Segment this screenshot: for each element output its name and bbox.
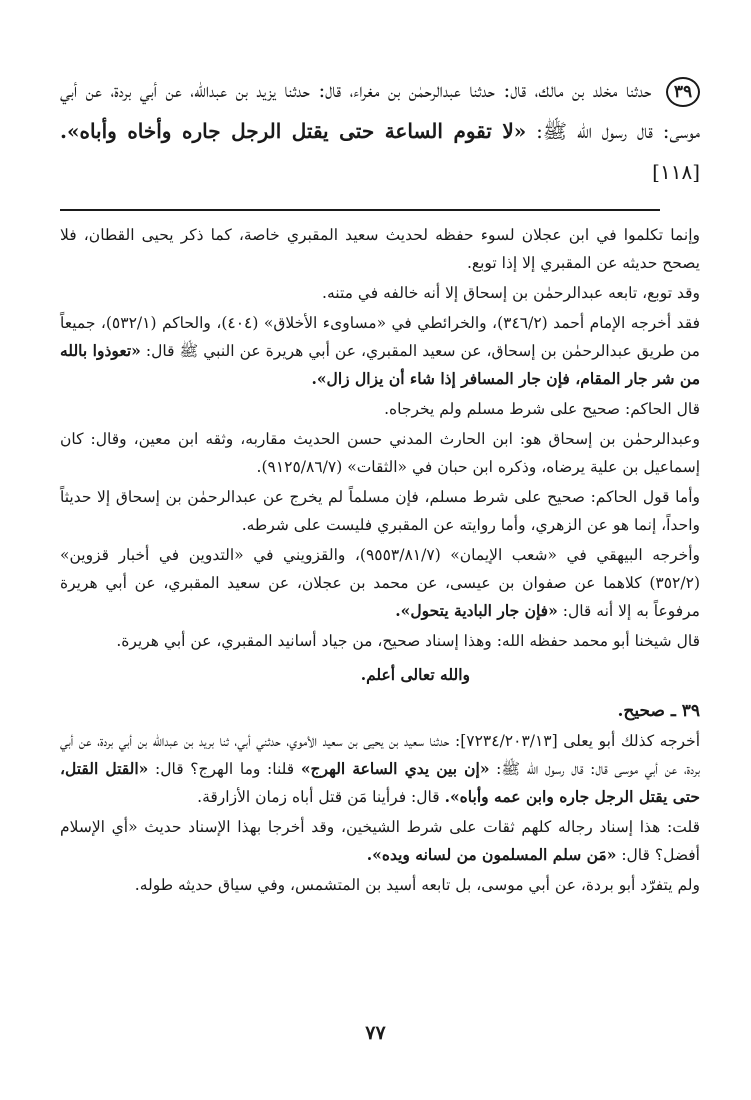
note-text: قال: فرأينا مَن قتل أباه زمان الأزارقة. <box>197 788 440 806</box>
note-quote: «القتل القتل، حتى يقتل الرجل جاره وابن عمه وأباه». <box>60 759 700 806</box>
note-paragraph <box>60 309 700 393</box>
hadith-chain-text: حدثنا مخلد بن مالك، قال: حدثنا عبدالرحمٰن بن مغراء، قال: حدثنا يزيد بن عبدالله، عن أبي بردة، عن أبي موسى: قال رسول الله ﷺ: <box>60 78 700 143</box>
note-paragraph: وعبدالرحمٰن بن إسحاق هو: ابن الحارث المدني حسن الحديث مقاربه، وثقه ابن معين، وقال: كان إسماعيل بن علية يرضاه، وذكره ابن حبان في «الثقات» (٩١٢٥/٨٦/٧). <box>60 430 700 476</box>
hadith-block <box>60 70 700 193</box>
note-quote: «مَن سلم المسلمون من لسانه ويده». <box>366 845 617 864</box>
note-text: فقد أخرجه الإمام أحمد (٣٤٦/٢)، والخرائطي في «مساوىء الأخلاق» (٤٠٤)، والحاكم (٥٣٢/١)، جميعاً من طريق عبدالرحمٰن بن إسحاق، عن سعيد المقبري، عن أبي هريرة عن النبي ﷺ قال: <box>60 314 700 360</box>
note-paragraph: وإنما تكلموا في ابن عجلان لسوء حفظه لحديث سعيد المقبري خاصة، كما ذكر يحيى القطان، فلا يصحح حديثه عن المقبري إلا إذا توبع. <box>60 226 700 272</box>
page-number: ٧٧ <box>365 1022 386 1044</box>
note-quote: «فإن جار البادية يتحول». <box>395 601 558 620</box>
note-paragraph: قال الحاكم: صحيح على شرط مسلم ولم يخرجاه. <box>384 400 700 418</box>
hadith-number-badge: ٣٩ <box>666 77 700 107</box>
note-text: وأخرجه البيهقي في «شعب الإيمان» (٩٥٥٣/٨١/٧)، والقزويني في «التدوين في أخبار قزوين» (٣٥٢/٢) كلاهما عن صفوان بن عيسى، عن محمد بن عجلان، عن سعيد المقبري، عن أبي هريرة مرفوعاً به إلا أنه قال: <box>60 546 701 620</box>
note-paragraph: ولم يتفرّد أبو بردة، عن أبي موسى، بل تابعه أسيد بن المتشمس، وفي سياق حديثه طوله. <box>134 876 700 894</box>
note-quote: «تعوذوا بالله من شر جار المقام، فإن جار المسافر إذا شاء أن يزال زال». <box>60 341 700 388</box>
hadith-reference: [١١٨] <box>652 160 700 184</box>
note-text: قلت: هذا إسناد رجاله كلهم ثقات على شرط الشيخين، وقد أخرجا بهذا الإسناد حديث «أي الإسلام أفضل؟ قال: <box>60 818 700 864</box>
footnote-divider <box>60 209 660 211</box>
page-body <box>60 70 700 901</box>
note-quote: «إن بين يدي الساعة الهرج» <box>300 759 490 778</box>
takhrij-heading: ٣٩ ـ صحيح. <box>617 701 700 721</box>
note-text: أخرجه كذلك أبو يعلى [٧٢٣٤/٢٠٣/١٣]: حدثنا سعيد بن يحيى بن سعيد الأموي، حدثني أبي، ثنا بريد بن عبدالله بن أبي بردة، عن أبي بردة، عن أبي موسى قال: قال رسول الله ﷺ: <box>60 732 700 778</box>
note-paragraph: وقد توبع، تابعه عبدالرحمٰن بن إسحاق إلا أنه خالفه في متنه. <box>322 284 700 302</box>
closing-phrase: والله تعالى أعلم. <box>360 665 470 684</box>
footnotes <box>60 221 700 899</box>
note-text: قلنا: وما الهرج؟ قال: <box>155 760 295 778</box>
note-paragraph <box>60 541 700 625</box>
note-paragraph <box>60 727 700 811</box>
note-paragraph <box>60 813 700 869</box>
note-paragraph: وأما قول الحاكم: صحيح على شرط مسلم، فإن مسلماً لم يخرج عن عبدالرحمٰن بن إسحاق إلا حديثاً واحداً، إنما هو عن الزهري، وأما روايته عن المقبري فليست على شرطه. <box>60 488 700 534</box>
hadith-matn: «لا تقوم الساعة حتى يقتل الرجل جاره وأخاه وأباه». <box>60 119 527 143</box>
note-paragraph: قال شيخنا أبو محمد حفظه الله: وهذا إسناد صحيح، من جياد أسانيد المقبري، عن أبي هريرة. <box>116 632 700 650</box>
